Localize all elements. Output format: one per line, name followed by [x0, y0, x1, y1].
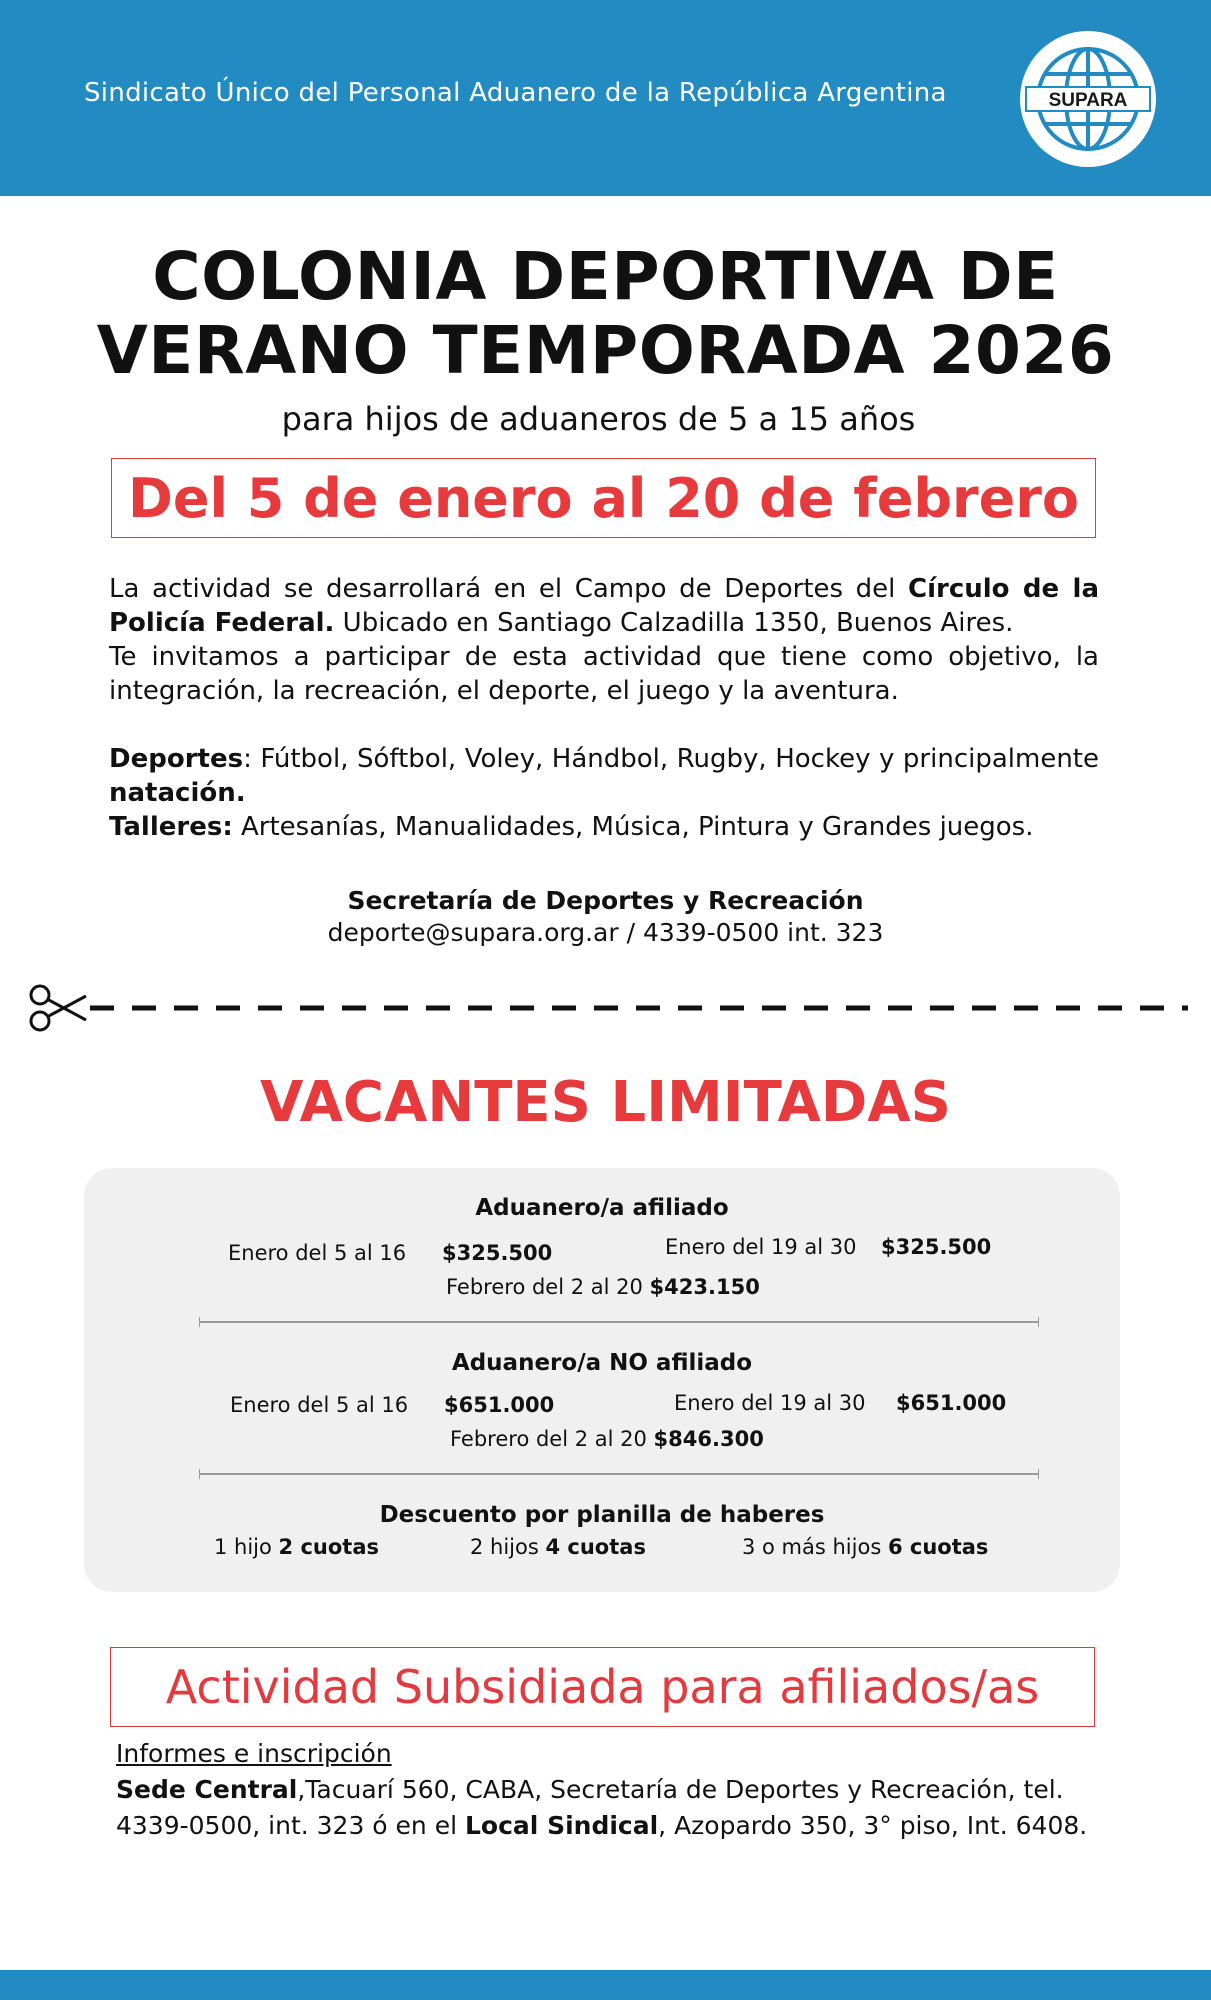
- registration-info: [116, 1736, 1116, 1844]
- affiliated-enero2-label: Enero del 19 al 30: [665, 1235, 857, 1259]
- price-panel: [84, 1168, 1120, 1592]
- discount-option-2: 2 hijos 4 cuotas: [470, 1535, 646, 1559]
- affiliated-enero1-label: Enero del 5 al 16: [228, 1241, 407, 1265]
- supara-logo: [1018, 29, 1158, 169]
- header-banner: [0, 0, 1211, 196]
- date-range: Del 5 de enero al 20 de febrero: [128, 466, 1079, 530]
- contact-details: deporte@supara.org.ar / 4339-0500 int. 323: [327, 918, 884, 947]
- subsidized-box: [110, 1647, 1095, 1727]
- non-affiliated-enero2-label: Enero del 19 al 30: [674, 1391, 866, 1415]
- org-name: Sindicato Único del Personal Aduanero de la República Argentina: [84, 78, 947, 108]
- subsidized-text: Actividad Subsidiada para afiliados/as: [165, 1660, 1040, 1714]
- limited-spots-heading: VACANTES LIMITADAS: [260, 1070, 951, 1135]
- contact-block: [0, 885, 1211, 949]
- info-locations: Sede Central,Tacuarí 560, CABA, Secretaría de Deportes y Recreación, tel. 4339-0500, int. 323 ó en el Local Sindical, Azopardo 350, 3° piso, Int. 6408.: [116, 1775, 1088, 1840]
- affiliated-enero2-price: $325.500: [881, 1235, 992, 1259]
- page-title: [0, 240, 1211, 388]
- description: [109, 572, 1099, 844]
- non-affiliated-febrero: Febrero del 2 al 20 $846.300: [450, 1427, 764, 1451]
- description-location: La actividad se desarrollará en el Campo de Deportes del Círculo de la Policía Federal. Ubicado en Santiago Calzadilla 1350, Buenos Aires.: [109, 574, 1099, 638]
- affiliated-heading: Aduanero/a afiliado: [475, 1195, 729, 1221]
- title-line-1: COLONIA DEPORTIVA DE: [152, 238, 1059, 315]
- workshops-line: Talleres: Artesanías, Manualidades, Música, Pintura y Grandes juegos.: [109, 812, 1034, 842]
- scissors-icon: [31, 986, 86, 1030]
- cut-line: [28, 978, 1188, 1038]
- discount-heading: Descuento por planilla de haberes: [379, 1502, 825, 1528]
- title-line-2: VERANO TEMPORADA 2026: [96, 312, 1115, 389]
- description-objective: Te invitamos a participar de esta actividad que tiene como objetivo, la integración, la recreación, el deporte, el juego y la aventura.: [109, 642, 1099, 706]
- separator: [199, 1321, 1039, 1323]
- discount-option-1: 1 hijo 2 cuotas: [214, 1535, 380, 1559]
- discount-option-3: 3 o más hijos 6 cuotas: [742, 1535, 989, 1559]
- date-range-box: [111, 458, 1096, 538]
- non-affiliated-enero2-price: $651.000: [896, 1391, 1007, 1415]
- info-heading: Informes e inscripción: [116, 1739, 392, 1768]
- separator: [199, 1473, 1039, 1475]
- affiliated-enero1-price: $325.500: [442, 1241, 553, 1265]
- non-affiliated-heading: Aduanero/a NO afiliado: [451, 1350, 753, 1376]
- page-subtitle: para hijos de aduaneros de 5 a 15 años: [281, 400, 916, 438]
- footer-bar: [0, 1970, 1211, 2000]
- department-name: Secretaría de Deportes y Recreación: [347, 886, 864, 915]
- non-affiliated-enero1-label: Enero del 5 al 16: [230, 1393, 409, 1417]
- non-affiliated-enero1-price: $651.000: [444, 1393, 555, 1417]
- logo-text: SUPARA: [1048, 90, 1128, 111]
- sports-line: Deportes: Fútbol, Sóftbol, Voley, Hándbol, Rugby, Hockey y principalmente natación.: [109, 744, 1099, 808]
- affiliated-febrero: Febrero del 2 al 20 $423.150: [446, 1275, 760, 1299]
